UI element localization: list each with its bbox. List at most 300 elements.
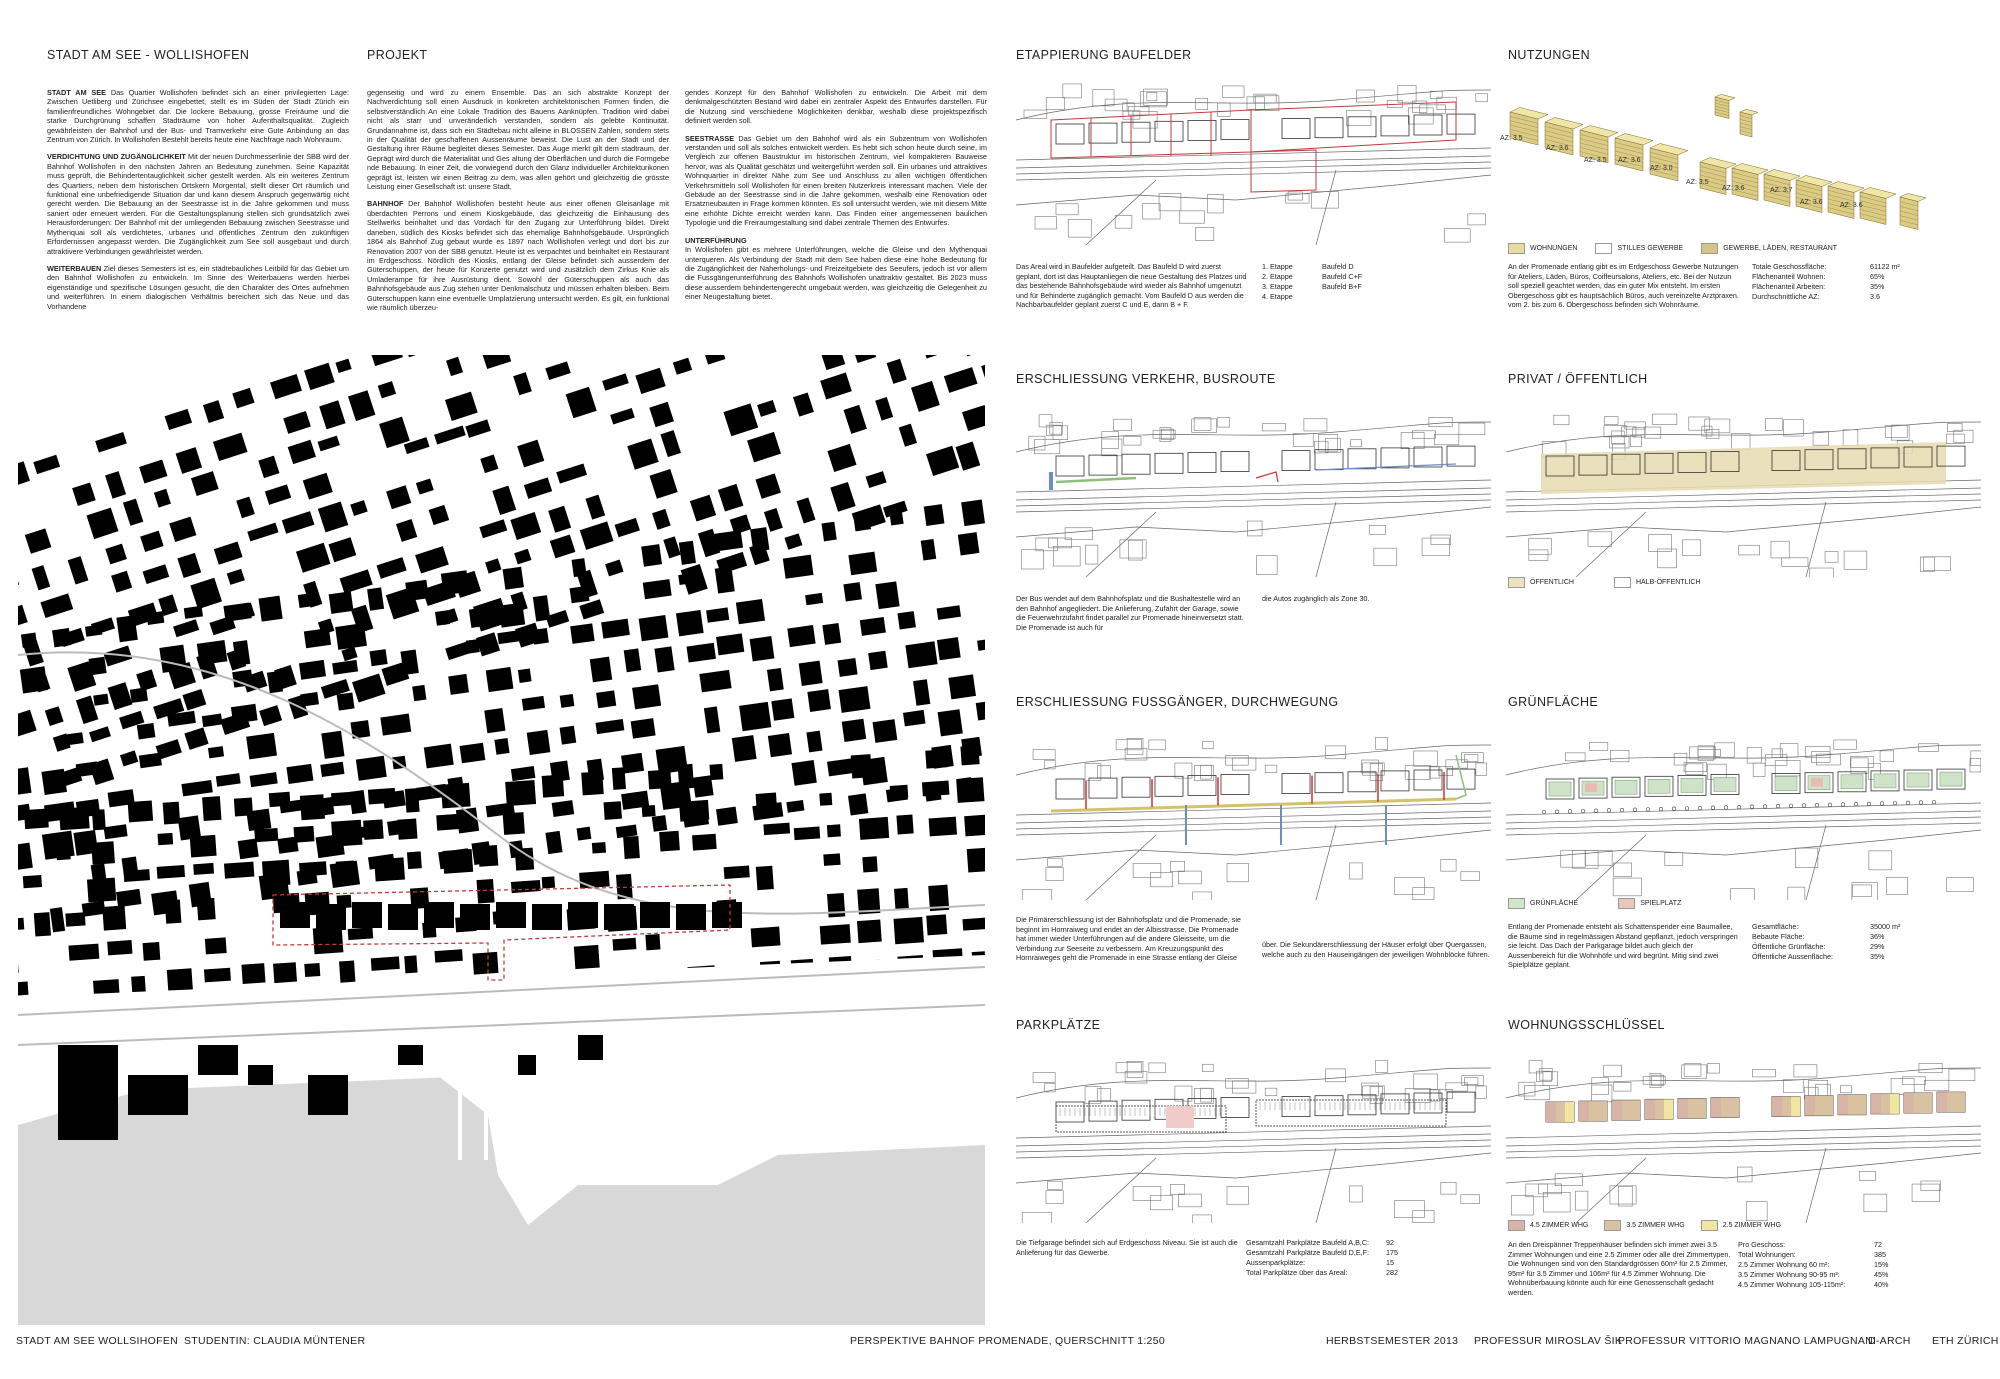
- building: [937, 637, 961, 660]
- building: [805, 593, 823, 605]
- grun-stats: [1752, 922, 1900, 962]
- paragraph: [685, 245, 987, 301]
- building: [747, 432, 781, 462]
- stat-value: 45%: [1874, 1270, 1889, 1279]
- az-label: AZ: 3.6: [1546, 145, 1569, 152]
- building: [304, 628, 331, 648]
- building: [318, 436, 340, 452]
- building: [709, 764, 723, 780]
- building: [791, 760, 816, 786]
- building: [435, 610, 450, 626]
- building: [648, 769, 672, 789]
- building: [787, 625, 815, 647]
- building: [329, 591, 354, 614]
- green-court: [1874, 774, 1896, 788]
- building: [397, 818, 417, 839]
- building: [848, 793, 868, 815]
- project-block: [460, 904, 490, 930]
- stat-label: Gesamtzahl Parkplätze Baufeld A,B,C:: [1246, 1238, 1370, 1247]
- building: [601, 619, 630, 639]
- building: [348, 390, 375, 421]
- building: [503, 567, 524, 590]
- paragraph: [47, 152, 349, 255]
- building: [18, 605, 28, 628]
- wohnung-stats: [1738, 1240, 1888, 1290]
- building: [736, 599, 765, 624]
- building: [756, 866, 774, 890]
- mini-bg: [1506, 735, 1981, 900]
- building: [522, 696, 545, 711]
- building: [704, 706, 720, 733]
- building: [265, 484, 291, 504]
- blue-marker: [1049, 472, 1053, 490]
- building: [830, 482, 855, 512]
- building: [911, 381, 940, 412]
- building: [460, 743, 486, 764]
- building: [605, 560, 623, 577]
- building: [356, 756, 387, 781]
- building: [405, 788, 420, 813]
- building: [184, 727, 208, 749]
- building: [50, 907, 65, 932]
- building: [827, 444, 856, 472]
- stages-list: [1262, 262, 1362, 302]
- green-court: [1549, 782, 1571, 796]
- stat-label: Total Parkplätze über das Areal:: [1246, 1268, 1348, 1277]
- footer-student: STUDENTIN: CLAUDIA MÜNTENER: [184, 1335, 366, 1347]
- building: [579, 871, 610, 889]
- green-court: [1907, 773, 1929, 787]
- project-block: [352, 902, 382, 928]
- building: [20, 666, 48, 693]
- legend-label: STILLES GEWERBE: [1617, 245, 1684, 252]
- legend-item: [1508, 243, 1577, 254]
- building: [703, 355, 725, 365]
- building: [223, 603, 251, 622]
- building: [197, 898, 216, 921]
- building: [139, 460, 167, 484]
- building: [604, 801, 622, 820]
- building: [304, 963, 320, 977]
- building: [851, 754, 872, 778]
- legend-swatch: [1701, 1220, 1718, 1231]
- building: [258, 456, 279, 479]
- building: [300, 794, 325, 820]
- pier: [640, 1065, 644, 1160]
- green-court: [1714, 778, 1736, 792]
- stat-value: Baufeld B+F: [1322, 282, 1362, 291]
- lakeside-building: [248, 1065, 273, 1085]
- building: [642, 805, 656, 817]
- building: [590, 657, 613, 683]
- axo-block: [1615, 134, 1653, 172]
- heading-fussganger: ERSCHLIESSUNG FUSSGÄNGER, DURCHWEGUNG: [1016, 695, 1339, 709]
- building: [711, 530, 743, 552]
- building: [654, 646, 674, 672]
- building: [962, 918, 985, 931]
- az-label: AZ: 3.7: [1770, 187, 1793, 194]
- building: [173, 619, 199, 637]
- building: [224, 862, 254, 879]
- building: [921, 539, 937, 561]
- az-label: AZ: 3.6: [1722, 185, 1745, 192]
- building: [616, 824, 638, 838]
- figure-ground-svg: [18, 355, 985, 1325]
- building: [130, 687, 148, 702]
- mini-site-map: [1016, 412, 1491, 577]
- stat-value: 36%: [1870, 932, 1885, 941]
- building: [875, 397, 893, 421]
- building: [548, 506, 571, 533]
- az-label: AZ: 3.0: [1650, 165, 1673, 172]
- az-label: AZ: 3.6: [1840, 202, 1863, 209]
- building: [839, 686, 871, 713]
- paragraph-lead: BAHNHOF: [367, 199, 404, 209]
- building: [570, 586, 590, 603]
- building: [371, 956, 400, 970]
- building: [234, 797, 253, 816]
- axo-block: [1828, 182, 1864, 219]
- mini-site-map: [1016, 735, 1491, 900]
- building: [416, 478, 434, 494]
- building: [85, 624, 102, 636]
- building: [404, 355, 435, 357]
- apt-45: [1838, 1095, 1848, 1115]
- building: [652, 509, 671, 530]
- building: [116, 889, 141, 907]
- building: [643, 579, 672, 599]
- footer-eth: ETH ZÜRICH: [1932, 1335, 1999, 1347]
- apt-35: [1782, 1097, 1791, 1117]
- building: [580, 521, 614, 550]
- building: [492, 486, 516, 515]
- building: [894, 917, 924, 944]
- az-label: AZ: 3.5: [1500, 135, 1523, 142]
- building: [404, 955, 417, 973]
- building: [577, 827, 592, 841]
- building: [140, 531, 163, 552]
- paragraph-text: In Wollishofen gibt es mehrere Unterführungen, welche die Gleise und den Mythenquai unterqueren. Als Verbindung der Stadt mit dem See haben diese eine hohe Bedeutung für die Zugänglichkeit der Naherholungs- und Freizeitgebiete des Seeufers, jedoch ist vor allem die Fussgängerunterführung des Bahnhofs Wollishofen unattraktiv gestaltet. Bis 2023 muss diese ausserdem behindertengerecht umgebaut werden, was gleichzeitig die Gelegenheit zu einer Neugestaltung bietet.: [685, 245, 987, 302]
- building: [64, 732, 84, 745]
- building: [686, 643, 715, 663]
- stat-label: Durchschnittliche AZ:: [1752, 292, 1820, 301]
- building: [286, 764, 313, 784]
- building: [108, 682, 133, 710]
- building: [652, 815, 668, 832]
- building: [441, 570, 470, 595]
- building: [827, 824, 841, 837]
- building: [890, 785, 908, 799]
- axo-block: [1860, 188, 1896, 225]
- building: [163, 802, 181, 825]
- building: [93, 694, 109, 706]
- building: [120, 750, 138, 766]
- building: [937, 605, 961, 620]
- building: [868, 651, 888, 670]
- building: [18, 949, 19, 974]
- heading-stadt: STADT AM SEE - WOLLISHOFEN: [47, 48, 250, 62]
- building: [533, 595, 551, 621]
- building: [784, 533, 802, 549]
- green-court: [1648, 779, 1670, 793]
- paragraph: [685, 236, 987, 245]
- paragraph-lead: SEESTRASSE: [685, 133, 735, 143]
- building: [976, 700, 985, 721]
- building: [806, 731, 822, 753]
- apt-35: [1622, 1100, 1631, 1120]
- building: [494, 738, 509, 755]
- legend-swatch: [1614, 577, 1631, 588]
- building: [823, 853, 840, 865]
- building: [848, 552, 877, 576]
- apt-35: [1947, 1092, 1956, 1112]
- stat-row: [1262, 282, 1362, 292]
- building: [202, 796, 221, 821]
- legend-privat: [1508, 577, 1701, 588]
- apt-45: [1805, 1096, 1815, 1116]
- building: [513, 372, 532, 395]
- building: [159, 645, 186, 673]
- stat-label: Total Wohnungen:: [1738, 1250, 1796, 1259]
- building: [259, 705, 282, 726]
- building: [938, 709, 963, 736]
- building: [87, 878, 116, 903]
- building: [570, 623, 595, 644]
- building: [105, 471, 126, 499]
- building: [25, 528, 52, 553]
- legend-label: GEWERBE, LÄDEN, RESTAURANT: [1723, 245, 1838, 252]
- stat-value: 35000 m²: [1870, 922, 1901, 931]
- legend-label: SPIELPLATZ: [1640, 900, 1682, 907]
- building: [962, 355, 985, 356]
- building: [86, 508, 118, 539]
- building: [503, 812, 525, 835]
- building: [319, 400, 345, 429]
- building: [602, 373, 629, 390]
- diagram-fussganger: [1016, 735, 1491, 900]
- stat-value: 15: [1386, 1258, 1394, 1267]
- building: [424, 744, 454, 769]
- stat-value: 92: [1386, 1238, 1394, 1247]
- stat-label: Flächenanteil Arbeiten:: [1752, 282, 1826, 291]
- building: [981, 358, 985, 378]
- building: [176, 447, 202, 474]
- footer-semester: HERBSTSEMESTER 2013: [1326, 1335, 1459, 1347]
- stat-value: 175: [1386, 1248, 1398, 1257]
- building: [412, 685, 426, 701]
- mini-site-context: [1016, 1058, 1491, 1223]
- paragraph-text: Das Quartier Wollishofen befindet sich an einer privilegierten Lage: Zwischen Uetliberg und Zürichsee eingebettet, stellt es im Süden der Stadt Zürich ein familienfreundliches Wohngebiet dar. Die lockere Bebauung, grosse Freiräume und die starke Durchgrünung schaffen Stadträume von hoher Aufenthaltsqualität. Zugleich gewährleisten der Bahnhof und der Bus- und Tramverkehr eine Gute Anbindung an das Zentrum von Zürich. In Wollishofen Bestehlt bereits heute eine Nachfrage nach Wohnraum.: [47, 88, 349, 145]
- project-block: [316, 904, 346, 930]
- building: [961, 499, 985, 526]
- building: [434, 425, 466, 444]
- pier: [536, 1065, 540, 1160]
- mini-site-map: [1506, 735, 1981, 900]
- building: [768, 733, 792, 757]
- legend-label: GRÜNFLÄCHE: [1530, 900, 1579, 907]
- building: [379, 417, 410, 449]
- stat-value: 65%: [1870, 272, 1885, 281]
- legend-item: [1595, 243, 1683, 254]
- building: [299, 660, 326, 680]
- building: [169, 517, 196, 542]
- project-block: [280, 902, 310, 928]
- building: [313, 926, 344, 954]
- building: [400, 649, 418, 675]
- playground: [1585, 783, 1597, 792]
- building: [154, 489, 171, 508]
- mini-site-context: [1506, 735, 1981, 900]
- building: [92, 809, 106, 830]
- stat-label: Öffentliche Aussenfläche:: [1752, 952, 1833, 961]
- apt-25: [1956, 1092, 1965, 1112]
- building: [335, 359, 351, 373]
- building: [699, 670, 731, 692]
- building: [862, 856, 877, 872]
- building: [111, 571, 132, 593]
- building: [370, 649, 388, 666]
- stat-row: [1738, 1260, 1888, 1270]
- building: [484, 708, 505, 733]
- legend-swatch: [1508, 577, 1525, 588]
- building: [377, 557, 407, 579]
- building: [560, 726, 577, 745]
- building: [380, 714, 411, 736]
- legend-label: ÖFFENTLICH: [1530, 579, 1574, 586]
- legend-grun: [1508, 898, 1681, 909]
- building: [897, 611, 916, 629]
- legend-swatch: [1618, 898, 1635, 909]
- building: [532, 628, 549, 645]
- building: [363, 819, 384, 840]
- building: [799, 661, 823, 686]
- building: [352, 674, 385, 703]
- building: [524, 477, 552, 498]
- building: [332, 660, 358, 675]
- building: [819, 355, 845, 370]
- nutzungen-stats: [1752, 262, 1900, 302]
- building: [18, 710, 37, 738]
- building: [165, 409, 192, 430]
- building: [89, 657, 107, 676]
- text-fussganger-2: über. Die Sekundärerschliessung der Häuser erfolgt über Quergassen, welche auch zu den Hauseingängen der jeweiligen Wohnblöcke führen.: [1262, 940, 1490, 959]
- building: [764, 508, 783, 532]
- legend-swatch: [1508, 1220, 1525, 1231]
- building: [750, 636, 775, 661]
- apt-35: [1556, 1102, 1565, 1122]
- building: [542, 775, 565, 798]
- building: [763, 823, 790, 835]
- pier: [588, 1065, 592, 1160]
- text-fussganger: Die Primärerschliessung ist der Bahnhofsplatz und die Promenade, sie beginnt im Hornraiweg und endet an der Albisstrasse. Die Promenade hat immer wieder Unterführungen auf die andere Gleisseite, um die Verbindung zur Seeseite zu verbessern. Am Kreuzungspunkt des Hornraiweges geht die Promenade in eine Strasse entlang der Gleise: [1016, 915, 1241, 963]
- mini-bg: [1506, 1058, 1981, 1223]
- building: [755, 473, 780, 498]
- building: [139, 753, 162, 769]
- axo-block: [1715, 94, 1735, 118]
- stat-row: [1752, 272, 1900, 282]
- building: [623, 836, 640, 859]
- building: [374, 857, 405, 881]
- building: [572, 558, 587, 577]
- building: [581, 771, 604, 795]
- legend-item: [1618, 898, 1681, 909]
- building: [964, 814, 985, 836]
- stat-row: [1246, 1258, 1398, 1268]
- building: [486, 667, 514, 692]
- building: [465, 419, 491, 437]
- paragraph-text: Das Gebiet um den Bahnhof wird als ein Subzentrum von Wollishofen verstanden und soll als solches entwickelt werden. Es hebt sich schon heute durch seine, im Vergleich zur offenen Baustruktur im historischen Zentrum, viel kompakteren Bauweise hervor, was als Qualität geschätzt und weitergeführt werden soll. Ein urbanes und attraktives Wohnquartier in direkter Nähe zum See und Anschluss zu allen wichtigen öffentlichen Verkehrsmitteln soll Wollishofen für einen breiten Nutzerkreis interessant machen. Viele der Gebäude an der Seestrasse sind in die Jahre gekommen, weshalb eine Renovation oder Ersatzneubauten in Frage kommen könnten. Es soll untersucht werden, wie mit diesem Mitte eine erhöhte Dichte erreicht werden kann. Das Finden einer angemessenen baulichen Typologie und die Freiraumgestaltung sind dabei zentrale Themen des Entwurfes.: [685, 133, 987, 228]
- building: [903, 710, 926, 726]
- diagram-privat: [1506, 412, 1981, 577]
- building: [216, 773, 241, 787]
- mini-site-context: [1016, 735, 1491, 900]
- building: [560, 694, 575, 708]
- stat-row: [1738, 1270, 1888, 1280]
- building: [65, 912, 85, 926]
- building: [673, 358, 692, 375]
- diagram-verkehr: [1016, 412, 1491, 577]
- building: [955, 442, 980, 471]
- apt-25: [1730, 1098, 1739, 1118]
- building: [944, 367, 978, 393]
- building: [184, 606, 203, 619]
- stat-label: 3.5 Zimmer Wohnung 90-95 m²:: [1738, 1270, 1840, 1279]
- building: [545, 831, 562, 854]
- legend-item: [1604, 1220, 1684, 1231]
- parkplatze-stats: [1246, 1238, 1398, 1278]
- building: [436, 813, 465, 830]
- paragraph: [685, 134, 987, 228]
- building: [396, 519, 417, 542]
- building: [579, 599, 604, 619]
- building: [663, 536, 680, 558]
- building: [624, 648, 642, 672]
- stat-label: 1. Etappe: [1262, 262, 1293, 271]
- building: [296, 543, 331, 573]
- mini-site-map: [1016, 1058, 1491, 1223]
- text-col3: [685, 88, 987, 310]
- heading-projekt: PROJEKT: [367, 48, 428, 62]
- playground: [1811, 778, 1823, 787]
- stat-row: [1246, 1268, 1398, 1278]
- diagram-parkplatze: [1016, 1058, 1491, 1223]
- building: [585, 495, 605, 520]
- building: [283, 411, 311, 434]
- building: [33, 455, 60, 474]
- building: [191, 471, 219, 496]
- stat-label: Pro Geschoss:: [1738, 1240, 1786, 1249]
- project-block: [496, 902, 526, 928]
- building: [517, 440, 544, 468]
- stat-label: Gesamtzahl Parkplätze Baufeld D,E,F:: [1246, 1248, 1370, 1257]
- building: [318, 501, 348, 532]
- stat-row: [1752, 952, 1900, 962]
- paragraph-text: Mit der neuen Durchmesserlinie der SBB wird der Bahnhof Wollishofen in den nächsten Jahren an Bedeutung zunehmen. Seine Kapazität muss geprüft, die Behindertentauglichkeit sicher gestellt werden. Als ein weiteres Zentrum des Quartiers, neben dem historischen Ortskern Morgental, stellt dieser Ort räumlich und funktional eine unbefriedigende Situation dar und kann diesem Anspruch gegenwärtig nicht gerecht werden. Die Bebauung an der Seestrasse ist in die Jahre gekommen und muss saniert oder erneuert werden. Für die Gestaltungsplanung stellen sich grundsätzlich zwei Herausforderungen: Der Bahnhof mit der umliegenden Bebauung zwischen Seestrasse und Mythenquai soll als verdichtetes, urbanes und öffentliches Zentrum den zukünftigen Erfordernissen angepasst werden. Die Zugänglichkeit zum See soll ausgebaut und durch attraktivere Verbindungen gewährleistet werden.: [47, 152, 349, 256]
- stat-row: [1738, 1250, 1888, 1260]
- building: [105, 544, 127, 565]
- building: [476, 879, 494, 904]
- building: [282, 511, 315, 534]
- building: [91, 841, 115, 864]
- figure-ground-plan: [18, 355, 985, 1325]
- text-etappierung: Das Areal wird in Baufelder aufgeteilt. Das Baufeld D wird zuerst geplant, dort ist das Hauptanliegen die neue Gestaltung des Platzes und das bestehende Bahnhofsgebäude wird wieder als Bahnhof umgenutzt und für Behinderte zugänglich gemacht. Vom Baufeld D aus werden die Nachbarbaufelder geplant zuerst C und E, dann B + F.: [1016, 262, 1247, 310]
- building: [227, 569, 245, 585]
- building: [631, 718, 656, 738]
- building: [615, 518, 640, 537]
- apt-35: [1688, 1098, 1697, 1118]
- building: [143, 942, 161, 961]
- building: [41, 769, 67, 795]
